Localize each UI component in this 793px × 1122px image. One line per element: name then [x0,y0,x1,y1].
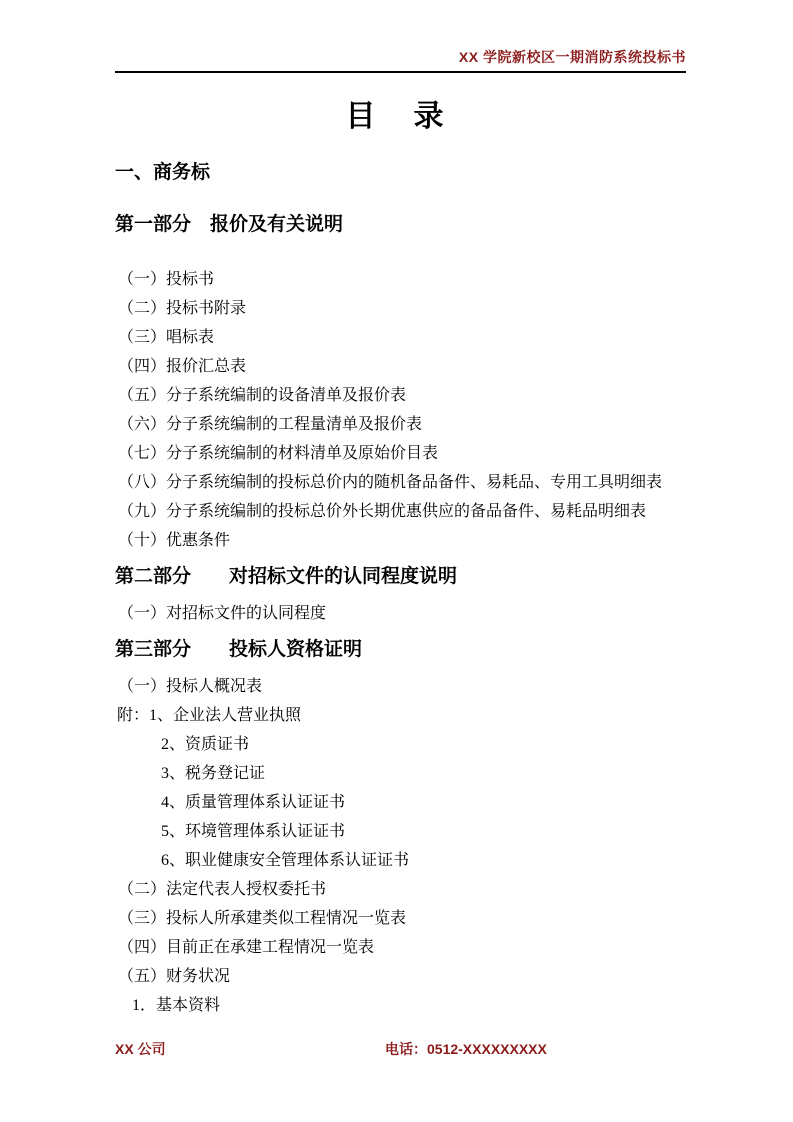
toc-entry: （一）投标书 [118,271,215,288]
toc-entry: （四）报价汇总表 [118,358,247,375]
toc-entry: （五）分子系统编制的设备清单及报价表 [118,387,407,404]
toc-entry: （九）分子系统编制的投标总价外长期优惠供应的备品备件、易耗品明细表 [118,503,647,520]
toc-entry: （一）投标人概况表 [118,678,263,695]
toc-chapter-heading: 一、商务标 [115,162,211,183]
toc-entry: （十）优惠条件 [118,532,231,549]
toc-entry: 6、职业健康安全管理体系认证证书 [161,852,410,869]
toc-entry: 3、税务登记证 [161,765,266,782]
footer-company-name: XX 公司 [115,1041,166,1057]
toc-entries [115,212,693,1020]
toc-entry: 附：1、企业法人营业执照 [117,707,302,724]
toc-part-heading: 第二部分 对招标文件的认同程度说明 [115,566,458,587]
toc-entry: （二）法定代表人授权委托书 [118,881,327,898]
toc-entry: （四）目前正在承建工程情况一览表 [118,939,375,956]
toc-entry: （八）分子系统编制的投标总价内的随机备品备件、易耗品、专用工具明细表 [118,474,663,491]
toc-entry: 2、资质证书 [161,736,250,753]
toc-entry: 4、质量管理体系认证证书 [161,794,346,811]
toc-entry: （一）对招标文件的认同程度 [118,605,327,622]
page-header-title: XX 学院新校区一期消防系统投标书 [458,49,686,65]
toc-part-heading: 第三部分 投标人资格证明 [115,639,363,660]
toc-entry: （三）唱标表 [118,329,215,346]
toc-entry: （二）投标书附录 [118,300,247,317]
toc-content [115,160,693,1020]
toc-entry: 5、环境管理体系认证证书 [161,823,346,840]
header-divider-line [115,71,686,73]
footer-phone-number: 电话：0512-XXXXXXXXX [385,1041,547,1057]
toc-entry: 1．基本资料 [132,997,221,1014]
toc-entry: （六）分子系统编制的工程量清单及报价表 [118,416,423,433]
toc-entry: （三）投标人所承建类似工程情况一览表 [118,910,407,927]
toc-part-heading: 第一部分 报价及有关说明 [115,214,344,235]
toc-title: 目 录 [345,100,448,133]
toc-entry: （七）分子系统编制的材料清单及原始价目表 [118,445,439,462]
toc-entry: （五）财务状况 [118,968,231,985]
